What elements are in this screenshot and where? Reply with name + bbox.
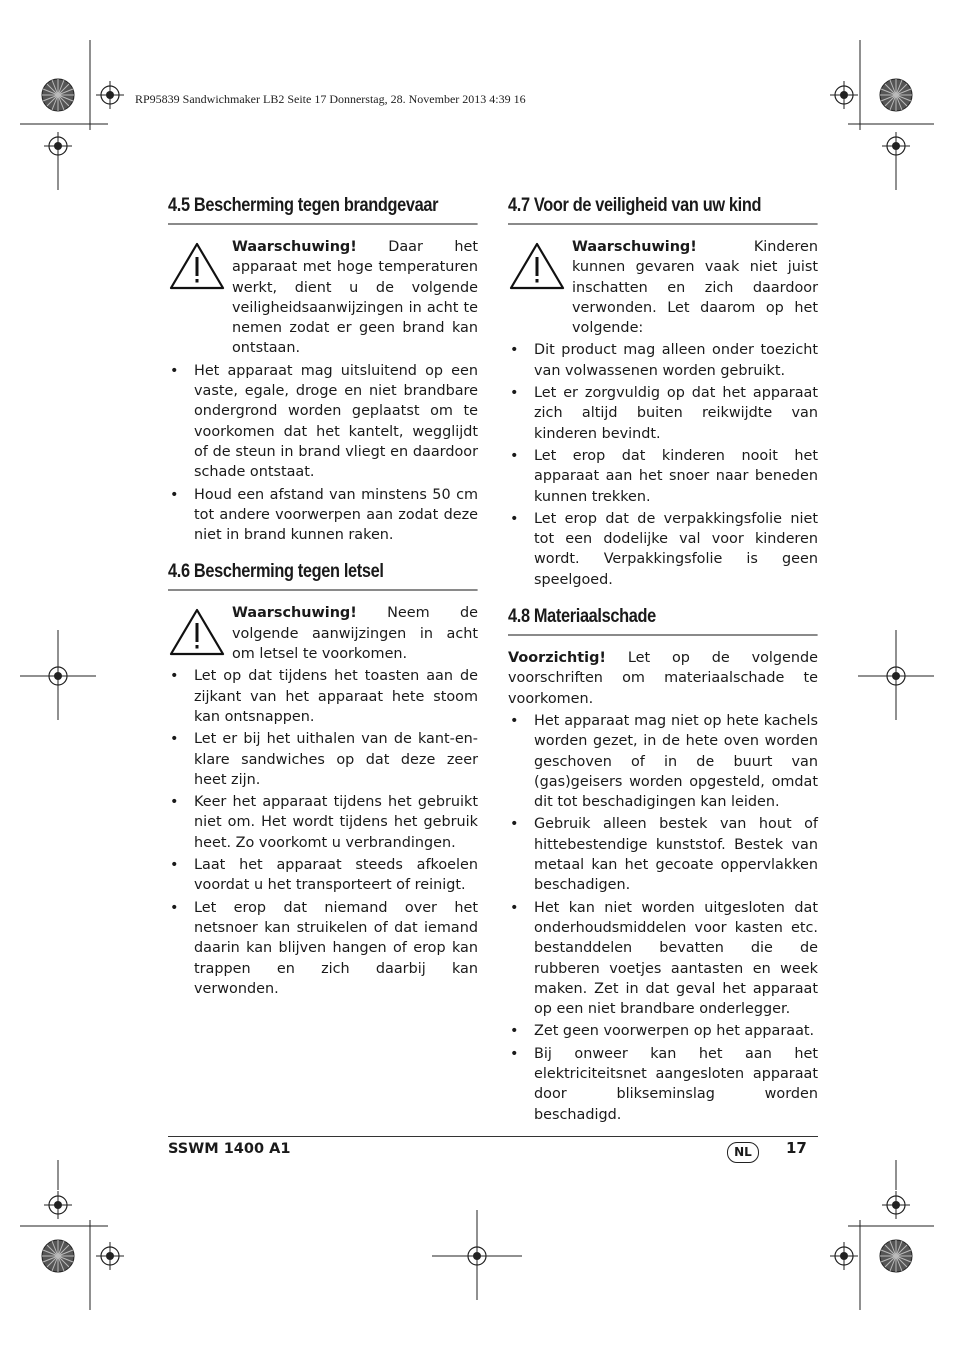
bullet: •: [510, 1023, 519, 1040]
bullet: •: [510, 712, 519, 729]
list-item: [168, 855, 478, 896]
list-item: [168, 898, 478, 999]
bullet: •: [170, 362, 179, 379]
list-item-text: Het apparaat mag uitsluitend op een vaste, egale, droge en niet brandbare ondergrond worden geplaatst om te voorkomen dat het kantelt, wegglijdt of de steun in brand vliegt en daardoor schade ontstaat.: [194, 362, 478, 481]
list-item-text: Let erop dat niemand over het netsnoer kan struikelen of dat iemand daarin kan blijven hangen of erop kan trappen en zich daarbij kan verwonden.: [194, 899, 478, 997]
caution-title: Voorzichtig!: [508, 650, 606, 667]
bullet: •: [170, 668, 179, 685]
bullet-list: [168, 666, 478, 999]
list-item: [508, 1044, 818, 1125]
list-item: [508, 509, 818, 590]
warning-body: Daar het apparaat met hoge temperaturen werkt, dient u de volgende veiligheidsaanwijzingen in acht te nemen zodat er geen brand kan ontstaan.: [232, 239, 478, 357]
bullet: •: [510, 1045, 519, 1062]
section-heading: 4.5 Bescherming tegen brandgevaar: [168, 195, 477, 225]
list-item-text: Bij onweer kan het aan het elektriciteitsnet aangesloten apparaat door blikseminslag worden beschadigd.: [534, 1045, 818, 1123]
list-item-text: Het kan niet worden uitgesloten dat onderhoudsmiddelen voor kasten etc. bestanddelen bevatten die de rubberen voetjes aantasten en week maken. Zet in dat geval het apparaat op een niet brandbare onderlegger.: [534, 899, 818, 1018]
right-column: [508, 195, 818, 1141]
section-heading: 4.7 Voor de veiligheid van uw kind: [508, 195, 817, 225]
list-item: [168, 485, 478, 546]
list-item-text: Laat het apparaat steeds afkoelen voordat u het transporteert of reinigt.: [194, 857, 478, 894]
warning-text: [572, 237, 818, 338]
list-item-text: Let erop dat de verpakkingsfolie niet tot een dodelijke val voor kinderen wordt. Verpakkingsfolie is geen speelgoed.: [534, 510, 818, 588]
bullet: •: [170, 731, 179, 748]
bullet: •: [170, 486, 179, 503]
page-number: 17: [786, 1139, 807, 1157]
bullet: •: [510, 510, 519, 527]
bullet: •: [170, 899, 179, 916]
bullet: •: [170, 794, 179, 811]
warning-body: Kinderen kunnen gevaren vaak niet juist inschatten en zich daardoor verwonden. Let daarom op het volgende:: [572, 239, 818, 337]
warning-box: [508, 237, 818, 338]
list-item-text: Dit product mag alleen onder toezicht van volwassenen worden gebruikt.: [534, 342, 818, 379]
section-4-6: [168, 561, 478, 999]
warning-triangle-icon: [168, 603, 232, 664]
list-item-text: Let op dat tijdens het toasten aan de zijkant van het apparaat hete stoom kan ontsnappen.: [194, 668, 478, 725]
caution-body: Let op de volgende voorschriften om materiaalschade te voorkomen.: [508, 650, 818, 707]
list-item: [508, 814, 818, 895]
section-4-8: [508, 606, 818, 1125]
bullet: •: [510, 899, 519, 916]
warning-triangle-icon: [508, 237, 572, 338]
list-item: [508, 711, 818, 812]
bullet: •: [510, 385, 519, 402]
list-item: [508, 1021, 818, 1041]
list-item-text: Keer het apparaat tijdens het gebruikt niet om. Het wordt tijdens het gebruik heet. Zo voorkomt u verbrandingen.: [194, 794, 478, 851]
bullet-list: [508, 340, 818, 590]
list-item-text: Houd een afstand van minstens 50 cm tot andere voorwerpen aan zodat deze niet in brand kunnen raken.: [194, 486, 478, 544]
warning-box: [168, 603, 478, 664]
list-item-text: Let erop dat kinderen nooit het apparaat aan het snoer naar beneden kunnen trekken.: [534, 447, 818, 505]
list-item: [168, 666, 478, 727]
list-item: [168, 729, 478, 790]
left-column: [168, 195, 478, 1015]
list-item: [508, 446, 818, 507]
bullet-list: [168, 361, 478, 546]
bullet-list: [508, 711, 818, 1125]
list-item-text: Let er bij het uithalen van de kant-en-klare sandwiches op dat deze zeer heet zijn.: [194, 731, 478, 788]
caution-text: [508, 648, 818, 709]
list-item-text: Let er zorgvuldig op dat het apparaat zich altijd buiten reikwijdte van kinderen bevindt.: [534, 385, 818, 442]
list-item-text: Het apparaat mag niet op hete kachels worden gezet, in de hete oven worden geschoven of in de buurt van (gas)geisers worden opgesteld, omdat dit tot beschadigingen kan leiden.: [534, 712, 818, 811]
list-item: [168, 792, 478, 853]
warning-triangle-icon: [168, 237, 232, 359]
bullet: •: [170, 857, 179, 874]
list-item: [168, 361, 478, 483]
bullet: •: [510, 447, 519, 464]
bullet: •: [510, 816, 519, 833]
language-badge: NL: [727, 1142, 759, 1163]
list-item-text: Gebruik alleen bestek van hout of hittebestendige kunststof. Bestek van metaal kan het gecoate oppervlakken beschadigen.: [534, 816, 818, 894]
warning-title: Waarschuwing!: [572, 239, 697, 255]
section-heading: 4.8 Materiaalschade: [508, 606, 817, 636]
footer-model: SSWM 1400 A1: [168, 1141, 291, 1157]
warning-text: [232, 237, 478, 359]
warning-box: [168, 237, 478, 359]
print-header: RP95839 Sandwichmaker LB2 Seite 17 Donnerstag, 28. November 2013 4:39 16: [135, 92, 526, 106]
warning-title: Waarschuwing!: [232, 605, 357, 622]
section-4-7: [508, 195, 818, 590]
list-item-text: Zet geen voorwerpen op het apparaat.: [534, 1023, 815, 1040]
warning-title: Waarschuwing!: [232, 239, 357, 255]
list-item: [508, 340, 818, 381]
warning-body: Neem de volgende aanwijzingen in acht om letsel te voorkomen.: [232, 605, 478, 663]
footer-divider: [168, 1136, 818, 1137]
list-item: [508, 898, 818, 1020]
warning-text: [232, 603, 478, 664]
bullet: •: [510, 342, 519, 359]
list-item: [508, 383, 818, 444]
section-4-5: [168, 195, 478, 545]
section-heading: 4.6 Bescherming tegen letsel: [168, 561, 477, 591]
